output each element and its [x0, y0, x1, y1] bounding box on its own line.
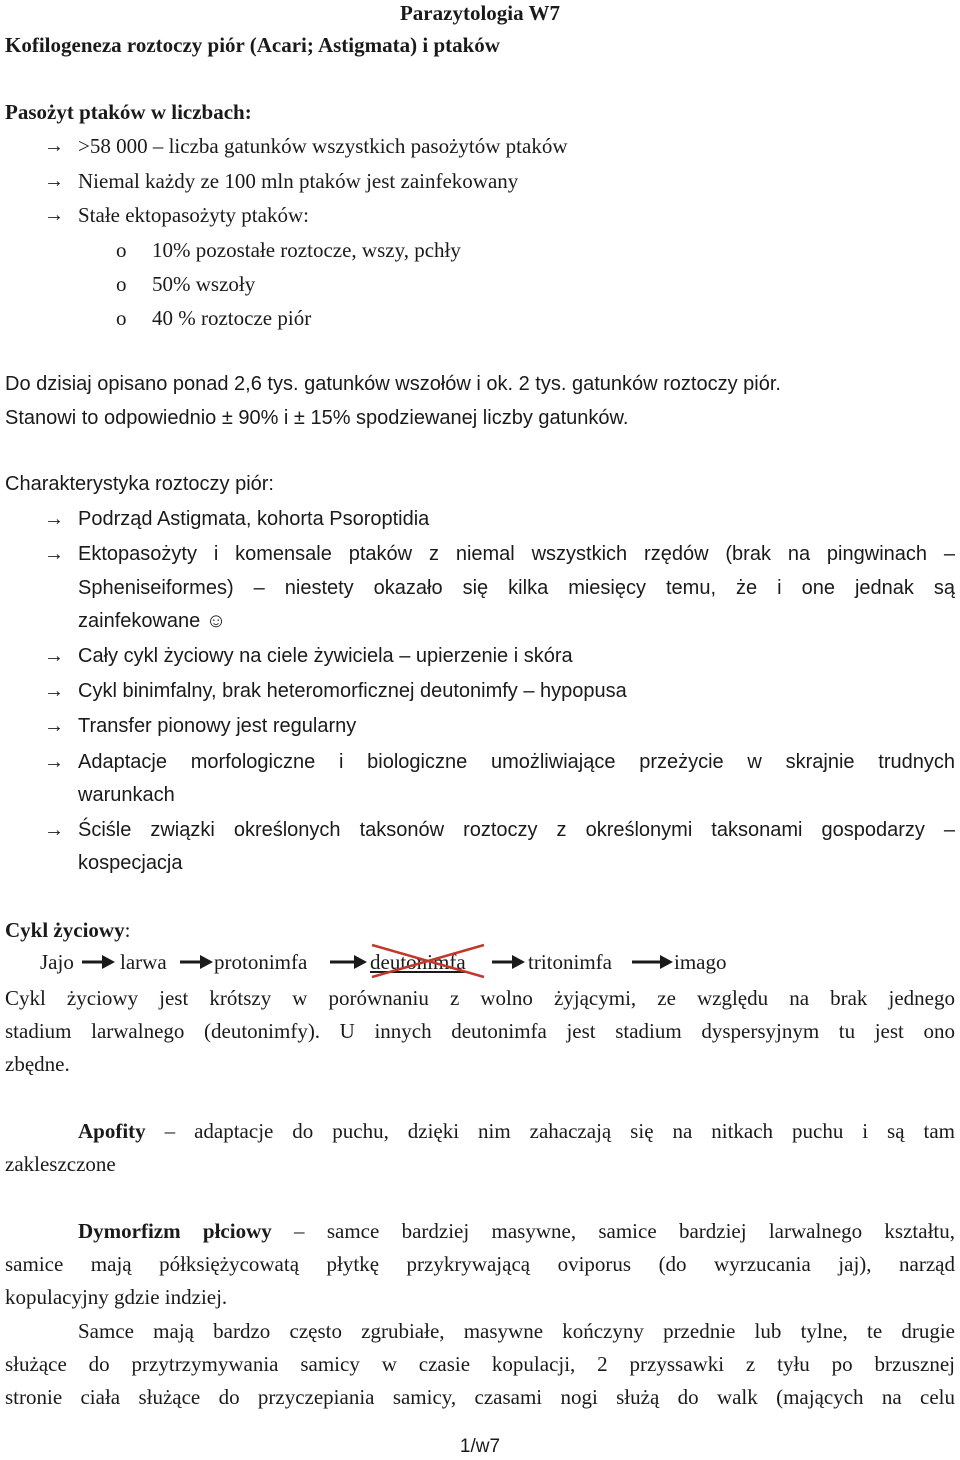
definition-apofity: [78, 1118, 955, 1144]
stage-tritonymph: tritonimfa: [528, 950, 612, 974]
arrow-right-icon: →: [44, 751, 64, 773]
arrow-right-bold-icon: [80, 949, 116, 975]
arrow-right-icon: →: [44, 543, 64, 565]
list-item: Transfer pionowy jest regularny: [78, 715, 357, 737]
stage-egg: Jajo: [40, 950, 74, 974]
paragraph-line: zbędne.: [5, 1052, 70, 1076]
arrow-right-bold-icon: [328, 949, 368, 975]
list-item-continuation: zainfekowane ☺: [78, 610, 227, 632]
section-heading-colon: :: [124, 918, 131, 942]
arrow-right-icon: →: [44, 508, 64, 530]
stage-larva: larwa: [120, 950, 167, 974]
definition-text: – samce bardziej masywne, samice bardziej larwalnego kształtu,: [294, 1219, 955, 1243]
paragraph-line: stadium larwalnego (deutonimfy). U innych deutonimfa jest stadium dyspersyjnym tu jest ono: [5, 1019, 955, 1043]
arrow-right-icon: →: [44, 135, 64, 157]
paragraph-line: zakleszczone: [5, 1152, 116, 1176]
sub-list-item: 50% wszoły: [152, 272, 256, 296]
section-heading-life-cycle: [5, 917, 130, 943]
paragraph-line: Do dzisiaj opisano ponad 2,6 tys. gatunków wszołów i ok. 2 tys. gatunków roztoczy piór.: [5, 373, 781, 395]
page-subtitle: Kofilogeneza roztoczy piór (Acari; Astigmata) i ptaków: [5, 33, 500, 57]
paragraph-line: Samce mają bardzo często zgrubiałe, masywne kończyny przednie lub tylne, te drugie: [78, 1319, 955, 1343]
arrow-right-icon: →: [44, 680, 64, 702]
list-item: Podrząd Astigmata, kohorta Psoroptidia: [78, 508, 430, 530]
paragraph-line: kopulacyjny gdzie indziej.: [5, 1285, 228, 1309]
cross-out-mark: [368, 941, 488, 981]
arrow-right-bold-icon: [490, 949, 526, 975]
paragraph-line: samice mają półksiężycowatą płytkę przykrywającą oviporus (do wyrzucania jaj), narząd: [5, 1252, 955, 1276]
page-number: 1/w7: [459, 1436, 501, 1457]
term-apofity: Apofity: [78, 1119, 146, 1143]
paragraph-line: służące do przytrzymywania samicy w czasie kopulacji, 2 przyssawki z tyłu po brzusznej: [5, 1352, 955, 1376]
list-item: Cały cykl życiowy na ciele żywiciela – upierzenie i skóra: [78, 645, 573, 667]
arrow-right-bold-icon: [630, 949, 674, 975]
list-item: Ściśle związki określonych taksonów roztoczy z określonymi taksonami gospodarzy –: [78, 819, 955, 841]
arrow-right-icon: →: [44, 170, 64, 192]
stage-protonymph: protonimfa: [214, 950, 308, 974]
arrow-right-icon: →: [44, 819, 64, 841]
list-item-continuation: Spheniseiformes) – niestety okazało się kilka miesięcy temu, że i one jednak są: [78, 577, 955, 599]
list-item-continuation: warunkach: [78, 784, 175, 806]
life-cycle-diagram: [0, 949, 960, 979]
subitem-marker: o: [116, 238, 127, 262]
definition-dymorfizm: [78, 1218, 955, 1244]
term-dymorfizm: Dymorfizm płciowy: [78, 1219, 272, 1243]
paragraph-line: Stanowi to odpowiednio ± 90% i ± 15% spodziewanej liczby gatunków.: [5, 407, 629, 429]
list-item: Adaptacje morfologiczne i biologiczne umożliwiające przeżycie w skrajnie trudnych: [78, 751, 955, 773]
section-heading-characteristics: Charakterystyka roztoczy piór:: [5, 473, 274, 495]
list-item: Niemal każdy ze 100 mln ptaków jest zainfekowany: [78, 169, 519, 193]
section-heading-bold: Cykl życiowy: [5, 918, 125, 942]
stage-deutonymph: deutonimfa: [370, 950, 466, 974]
sub-list-item: 40 % roztocze piór: [152, 306, 312, 330]
arrow-right-icon: →: [44, 204, 64, 226]
list-item: Ektopasożyty i komensale ptaków z niemal wszystkich rzędów (brak na pingwinach –: [78, 543, 955, 565]
arrow-right-icon: →: [44, 645, 64, 667]
paragraph-line: Cykl życiowy jest krótszy w porównaniu z wolno żyjącymi, ze względu na brak jednego: [5, 986, 955, 1010]
section-heading-numbers: Pasożyt ptaków w liczbach:: [5, 100, 252, 124]
list-item-continuation: kospecjacja: [78, 852, 183, 874]
page-title: Parazytologia W7: [399, 1, 560, 25]
subitem-marker: o: [116, 306, 127, 330]
list-item: Stałe ektopasożyty ptaków:: [78, 203, 309, 227]
arrow-right-icon: →: [44, 715, 64, 737]
list-item: >58 000 – liczba gatunków wszystkich pasożytów ptaków: [78, 134, 568, 158]
stage-imago: imago: [674, 950, 727, 974]
subitem-marker: o: [116, 272, 127, 296]
arrow-right-bold-icon: [178, 949, 214, 975]
paragraph-line: stronie ciała służące do przyczepiania samicy, czasami nogi służą do walk (mających na celu: [5, 1385, 955, 1409]
definition-text: – adaptacje do puchu, dzięki nim zahaczają się na nitkach puchu i są tam: [164, 1119, 955, 1143]
sub-list-item: 10% pozostałe roztocze, wszy, pchły: [152, 238, 461, 262]
list-item: Cykl binimfalny, brak heteromorficznej deutonimfy – hypopusa: [78, 680, 627, 702]
